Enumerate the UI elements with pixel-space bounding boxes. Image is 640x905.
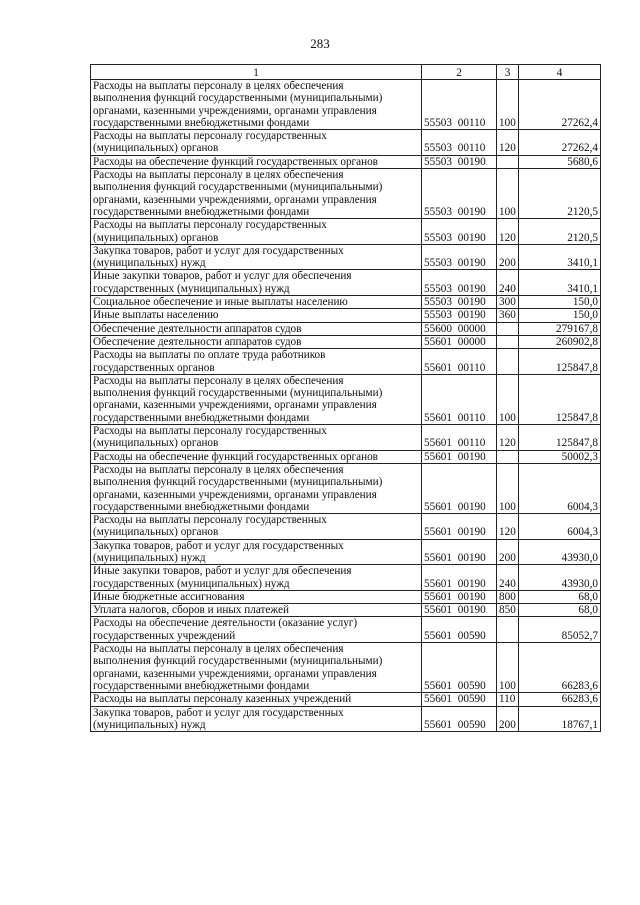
table-row	[91, 425, 601, 451]
row-vr-cell: 120	[497, 219, 519, 245]
table-row	[91, 80, 601, 130]
row-name-cell: Расходы на выплаты персоналу государственных (муниципальных) органов	[91, 425, 422, 451]
row-sum-cell: 5680,6	[519, 155, 601, 168]
row-vr-cell: 100	[497, 169, 519, 219]
row-name-cell: Обеспечение деятельности аппаратов судов	[91, 335, 422, 348]
row-sum-cell: 125847,8	[519, 374, 601, 424]
row-csr-cell: 55503 00110	[422, 80, 497, 130]
table-row	[91, 130, 601, 156]
row-csr-cell: 55601 00590	[422, 693, 497, 706]
row-csr-cell: 55503 00110	[422, 130, 497, 156]
row-csr-cell: 55601 00190	[422, 539, 497, 565]
column-header-csr: 2	[422, 65, 497, 80]
row-name-cell: Расходы на выплаты персоналу государственных (муниципальных) органов	[91, 514, 422, 540]
row-vr-cell: 800	[497, 590, 519, 603]
row-name-cell: Расходы на выплаты персоналу в целях обеспечения выполнения функций государственными (муниципальными) органами, казенными учреждениями, органами управления государственными внебюджетными фондами	[91, 463, 422, 513]
row-sum-cell: 85052,7	[519, 617, 601, 643]
row-csr-cell: 55601 00190	[422, 604, 497, 617]
column-header-vr: 3	[497, 65, 519, 80]
row-name-cell: Обеспечение деятельности аппаратов судов	[91, 322, 422, 335]
row-csr-cell: 55601 00190	[422, 514, 497, 540]
table-row	[91, 296, 601, 309]
budget-table	[90, 64, 601, 732]
row-vr-cell: 360	[497, 309, 519, 322]
row-sum-cell: 43930,0	[519, 539, 601, 565]
row-csr-cell: 55503 00190	[422, 219, 497, 245]
table-row	[91, 322, 601, 335]
row-csr-cell: 55601 00590	[422, 617, 497, 643]
row-sum-cell: 68,0	[519, 604, 601, 617]
row-sum-cell: 3410,1	[519, 244, 601, 270]
row-sum-cell: 2120,5	[519, 169, 601, 219]
table-row	[91, 693, 601, 706]
row-vr-cell	[497, 322, 519, 335]
row-name-cell: Расходы на выплаты персоналу казенных учреждений	[91, 693, 422, 706]
row-sum-cell: 68,0	[519, 590, 601, 603]
row-sum-cell: 66283,6	[519, 643, 601, 693]
row-vr-cell: 850	[497, 604, 519, 617]
row-csr-cell: 55600 00000	[422, 322, 497, 335]
table-row	[91, 590, 601, 603]
row-sum-cell: 3410,1	[519, 270, 601, 296]
row-vr-cell: 100	[497, 643, 519, 693]
table-row	[91, 155, 601, 168]
row-csr-cell: 55601 00000	[422, 335, 497, 348]
row-csr-cell: 55601 00190	[422, 463, 497, 513]
row-sum-cell: 50002,3	[519, 450, 601, 463]
row-csr-cell: 55601 00110	[422, 425, 497, 451]
row-vr-cell: 100	[497, 463, 519, 513]
row-sum-cell: 43930,0	[519, 565, 601, 591]
table-row	[91, 374, 601, 424]
row-name-cell: Социальное обеспечение и иные выплаты населению	[91, 296, 422, 309]
row-vr-cell	[497, 335, 519, 348]
row-csr-cell: 55601 00110	[422, 374, 497, 424]
row-vr-cell: 120	[497, 425, 519, 451]
row-name-cell: Расходы на обеспечение деятельности (оказание услуг) государственных учреждений	[91, 617, 422, 643]
table-row	[91, 309, 601, 322]
table-row	[91, 706, 601, 732]
table-header-row	[91, 65, 601, 80]
row-sum-cell: 125847,8	[519, 425, 601, 451]
row-vr-cell: 300	[497, 296, 519, 309]
row-sum-cell: 66283,6	[519, 693, 601, 706]
page-number: 283	[310, 36, 330, 51]
row-csr-cell: 55601 00190	[422, 450, 497, 463]
table-row	[91, 450, 601, 463]
row-vr-cell	[497, 349, 519, 375]
row-csr-cell: 55503 00190	[422, 309, 497, 322]
row-vr-cell: 240	[497, 270, 519, 296]
row-vr-cell: 120	[497, 514, 519, 540]
table-row	[91, 514, 601, 540]
table-row	[91, 169, 601, 219]
row-sum-cell: 6004,3	[519, 463, 601, 513]
row-csr-cell: 55503 00190	[422, 244, 497, 270]
row-name-cell: Расходы на выплаты персоналу в целях обеспечения выполнения функций государственными (муниципальными) органами, казенными учреждениями, органами управления государственными внебюджетными фондами	[91, 374, 422, 424]
row-csr-cell: 55503 00190	[422, 296, 497, 309]
table-row	[91, 604, 601, 617]
row-name-cell: Закупка товаров, работ и услуг для государственных (муниципальных) нужд	[91, 706, 422, 732]
row-csr-cell: 55503 00190	[422, 169, 497, 219]
table-row	[91, 349, 601, 375]
row-csr-cell: 55601 00190	[422, 565, 497, 591]
row-sum-cell: 150,0	[519, 309, 601, 322]
row-vr-cell: 100	[497, 374, 519, 424]
row-name-cell: Закупка товаров, работ и услуг для государственных (муниципальных) нужд	[91, 539, 422, 565]
table-row	[91, 335, 601, 348]
row-name-cell: Иные бюджетные ассигнования	[91, 590, 422, 603]
row-csr-cell: 55503 00190	[422, 155, 497, 168]
table-row	[91, 219, 601, 245]
table-row	[91, 270, 601, 296]
row-vr-cell	[497, 450, 519, 463]
row-sum-cell: 260902,8	[519, 335, 601, 348]
row-sum-cell: 18767,1	[519, 706, 601, 732]
row-sum-cell: 279167,8	[519, 322, 601, 335]
row-name-cell: Иные закупки товаров, работ и услуг для обеспечения государственных (муниципальных) нужд	[91, 565, 422, 591]
row-vr-cell: 110	[497, 693, 519, 706]
table-row	[91, 244, 601, 270]
row-name-cell: Закупка товаров, работ и услуг для государственных (муниципальных) нужд	[91, 244, 422, 270]
row-sum-cell: 2120,5	[519, 219, 601, 245]
column-header-name: 1	[91, 65, 422, 80]
row-name-cell: Иные закупки товаров, работ и услуг для обеспечения государственных (муниципальных) нужд	[91, 270, 422, 296]
row-name-cell: Расходы на выплаты персоналу государственных (муниципальных) органов	[91, 219, 422, 245]
row-vr-cell: 200	[497, 706, 519, 732]
table-row	[91, 617, 601, 643]
row-sum-cell: 27262,4	[519, 80, 601, 130]
table-row	[91, 643, 601, 693]
table-row	[91, 463, 601, 513]
row-vr-cell: 120	[497, 130, 519, 156]
row-csr-cell: 55601 00110	[422, 349, 497, 375]
row-sum-cell: 27262,4	[519, 130, 601, 156]
row-vr-cell	[497, 617, 519, 643]
row-csr-cell: 55601 00590	[422, 643, 497, 693]
row-csr-cell: 55503 00190	[422, 270, 497, 296]
table-row	[91, 565, 601, 591]
row-name-cell: Расходы на выплаты персоналу государственных (муниципальных) органов	[91, 130, 422, 156]
row-name-cell: Расходы на выплаты персоналу в целях обеспечения выполнения функций государственными (муниципальными) органами, казенными учреждениями, органами управления государственными внебюджетными фондами	[91, 80, 422, 130]
table-row	[91, 539, 601, 565]
row-name-cell: Расходы на обеспечение функций государственных органов	[91, 155, 422, 168]
row-csr-cell: 55601 00590	[422, 706, 497, 732]
column-header-sum: 4	[519, 65, 601, 80]
row-name-cell: Расходы на выплаты персоналу в целях обеспечения выполнения функций государственными (муниципальными) органами, казенными учреждениями, органами управления государственными внебюджетными фондами	[91, 643, 422, 693]
row-vr-cell: 200	[497, 539, 519, 565]
row-sum-cell: 6004,3	[519, 514, 601, 540]
row-vr-cell: 200	[497, 244, 519, 270]
row-name-cell: Расходы на выплаты по оплате труда работников государственных органов	[91, 349, 422, 375]
row-sum-cell: 150,0	[519, 296, 601, 309]
row-name-cell: Уплата налогов, сборов и иных платежей	[91, 604, 422, 617]
row-vr-cell: 240	[497, 565, 519, 591]
table-body	[91, 80, 601, 732]
row-sum-cell: 125847,8	[519, 349, 601, 375]
row-name-cell: Иные выплаты населению	[91, 309, 422, 322]
row-csr-cell: 55601 00190	[422, 590, 497, 603]
row-vr-cell	[497, 155, 519, 168]
row-vr-cell: 100	[497, 80, 519, 130]
row-name-cell: Расходы на обеспечение функций государственных органов	[91, 450, 422, 463]
row-name-cell: Расходы на выплаты персоналу в целях обеспечения выполнения функций государственными (муниципальными) органами, казенными учреждениями, органами управления государственными внебюджетными фондами	[91, 169, 422, 219]
